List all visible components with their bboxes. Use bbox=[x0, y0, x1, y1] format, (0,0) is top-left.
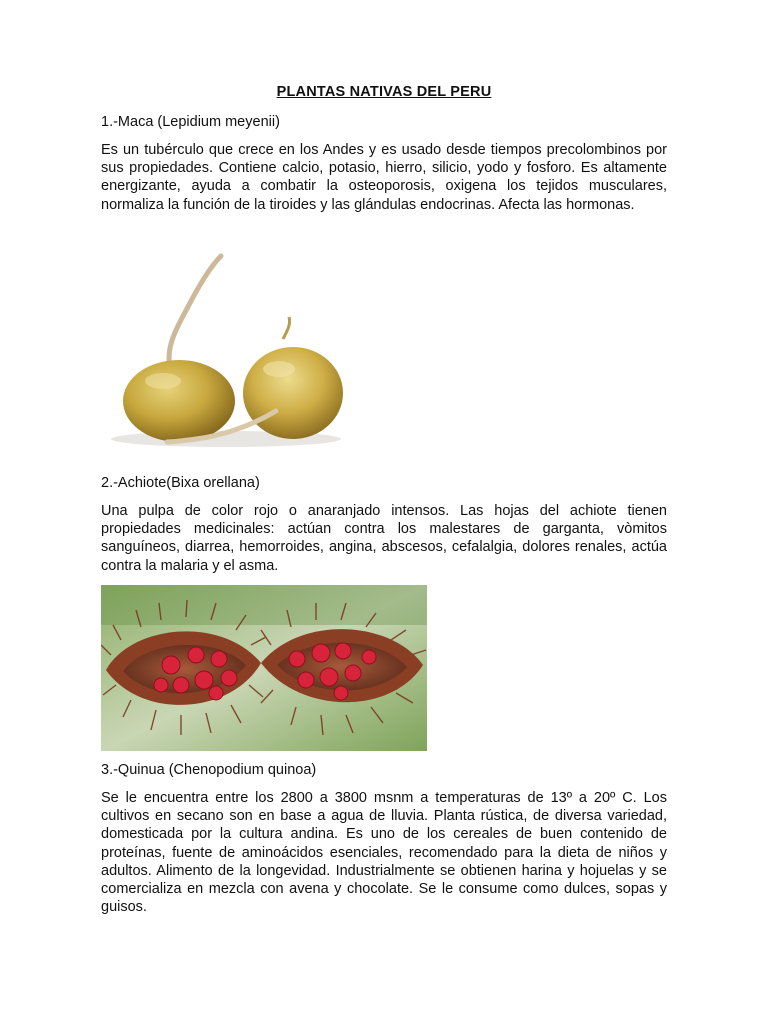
page-title: PLANTAS NATIVAS DEL PERU bbox=[276, 84, 492, 100]
section-text-maca: Es un tubérculo que crece en los Andes y es usado desde tiempos precolombinos por sus propiedades. Contiene calcio, potasio, hierro, silicio, yodo y fosforo. Es altamente energizante, ayuda a combatir la osteoporosis, oxigena los tejidos musculares, normaliza la función de la tiroides y las glándulas endocrinas. Afecta las hormonas. bbox=[101, 142, 667, 213]
section-heading-achiote: 2.-Achiote(Bixa orellana) bbox=[101, 475, 260, 491]
achiote-pod-image bbox=[101, 585, 427, 751]
section-heading-maca: 1.-Maca (Lepidium meyenii) bbox=[101, 114, 280, 130]
section-text-quinua: Se le encuentra entre los 2800 a 3800 msnm a temperaturas de 13º a 20º C. Los cultivos en secano son en base a agua de lluvia. Planta rústica, de diversa variedad, domesticada por la cultura andina. Es uno de los cereales de buen contenido de proteínas, fuente de aminoácidos esenciales, recomendado para la dieta de niños y adultos. Alimento de la longevidad. Industrialmente se obtienen harina y hojuelas y se comercializa en mezcla con avena y chocolate. Se le consume como dulces, sopas y guisos. bbox=[101, 790, 667, 916]
section-text-achiote: Una pulpa de color rojo o anaranjado intensos. Las hojas del achiote tienen propiedades medicinales: actúan contra los malestares de garganta, vòmitos sanguíneos, diarrea, hemorroides, angina, abscesos, cefalalgia, dolores renales, actúa contra la malaria y el asma. bbox=[101, 503, 667, 574]
section-heading-quinua: 3.-Quinua (Chenopodium quinoa) bbox=[101, 762, 317, 778]
maca-root-image bbox=[101, 241, 361, 459]
